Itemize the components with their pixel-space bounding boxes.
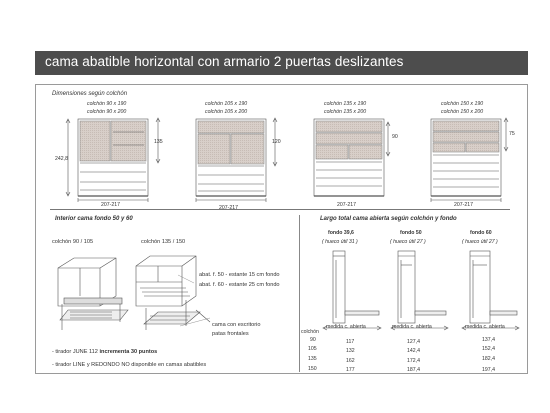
page-title: cama abatible horizontal con armario 2 puertas deslizantes xyxy=(45,54,404,69)
unit-3-size-1: colchón 135 x 190 xyxy=(324,101,367,107)
interior-right-label: colchón 135 / 150 xyxy=(141,239,186,245)
col-2-measure: medida c. abierta xyxy=(392,324,432,330)
footnote-1-prefix: - tirador JUNE 112 xyxy=(52,349,100,355)
col-2-sub: ( hueco útil 27 ) xyxy=(390,239,426,245)
col-1-sub: ( hueco útil 31 ) xyxy=(322,239,358,245)
wardrobe-unit-4 xyxy=(431,118,508,202)
cell-90-1: 117 xyxy=(346,339,355,345)
cell-90-2: 127,4 xyxy=(407,339,420,345)
cell-105-2: 142,4 xyxy=(407,348,420,354)
column-divider xyxy=(299,215,300,372)
unit-1-size-1: colchón 90 x 190 xyxy=(87,101,127,107)
shelf-note-60: abat. f. 60 - estante 25 cm fondo xyxy=(199,282,280,288)
cell-150-2: 187,4 xyxy=(407,367,420,373)
interior-bed-left xyxy=(58,258,128,330)
row-size-90: 90 xyxy=(310,337,316,343)
cell-135-2: 172,4 xyxy=(407,358,420,364)
cell-105-1: 132 xyxy=(346,348,355,354)
legs-label: patas frontales xyxy=(212,331,249,337)
wardrobe-unit-2 xyxy=(196,118,277,202)
interior-left-label: colchón 90 / 105 xyxy=(52,239,94,245)
desk-label: cama con escritorio xyxy=(212,322,261,328)
row-header: colchón xyxy=(301,329,319,335)
unit-2-size-2: colchón 105 x 200 xyxy=(205,109,248,115)
unit-2-width: 207-217 xyxy=(219,205,239,211)
row-size-135: 135 xyxy=(308,356,317,362)
cell-150-3: 197,4 xyxy=(482,367,495,373)
interior-bed-right xyxy=(136,256,210,330)
unit-2-size-1: colchón 105 x 190 xyxy=(205,101,248,107)
unit-1-size-2: colchón 90 x 200 xyxy=(87,109,127,115)
section-divider xyxy=(50,209,510,210)
shelf-note-50: abat. f. 50 - estante 15 cm fondo xyxy=(199,272,280,278)
unit-4-width: 207-217 xyxy=(454,202,474,208)
col-1-title: fondo 39,6 xyxy=(328,230,354,236)
unit-3-size-2: colchón 135 x 200 xyxy=(324,109,367,115)
unit-3-height: 90 xyxy=(392,134,398,140)
cell-105-3: 152,4 xyxy=(482,346,495,352)
dimensions-heading: Dimensiones según colchón xyxy=(52,91,128,97)
height-label: 242,8 xyxy=(55,156,68,162)
unit-4-height: 75 xyxy=(509,131,515,137)
col-3-title: fondo 60 xyxy=(470,230,492,236)
section-fondo-50 xyxy=(391,251,448,330)
cell-90-3: 137,4 xyxy=(482,337,495,343)
wardrobe-unit-1 xyxy=(78,118,160,202)
unit-3-width: 207-217 xyxy=(337,202,357,208)
unit-4-size-1: colchón 150 x 190 xyxy=(441,101,484,107)
length-heading: Largo total cama abierta según colchón y fondo xyxy=(320,216,457,222)
col-2-title: fondo 50 xyxy=(400,230,422,236)
row-size-105: 105 xyxy=(308,346,317,352)
section-fondo-39 xyxy=(323,251,381,330)
cell-135-3: 182,4 xyxy=(482,356,495,362)
section-fondo-60 xyxy=(462,251,519,330)
unit-1-height: 135 xyxy=(154,139,163,145)
row-size-150: 150 xyxy=(308,366,317,372)
interior-heading: Interior cama fondo 50 y 60 xyxy=(55,216,133,222)
wardrobe-unit-3 xyxy=(314,119,390,196)
footnote-1-highlight: incrementa 30 puntos xyxy=(99,349,158,355)
col-3-measure: medida c. abierta xyxy=(465,324,505,330)
col-3-sub: ( hueco útil 27 ) xyxy=(462,239,498,245)
cell-135-1: 162 xyxy=(346,358,355,364)
footnote-1 xyxy=(52,349,157,355)
unit-4-size-2: colchón 150 x 200 xyxy=(441,109,484,115)
unit-1-width: 207-217 xyxy=(101,202,121,208)
unit-2-height: 120 xyxy=(272,139,281,145)
col-1-measure: medida c. abierta xyxy=(326,324,366,330)
cell-150-1: 177 xyxy=(346,367,355,373)
footnote-2: - tirador LINE y REDONDO NO disponible en camas abatibles xyxy=(52,362,207,368)
